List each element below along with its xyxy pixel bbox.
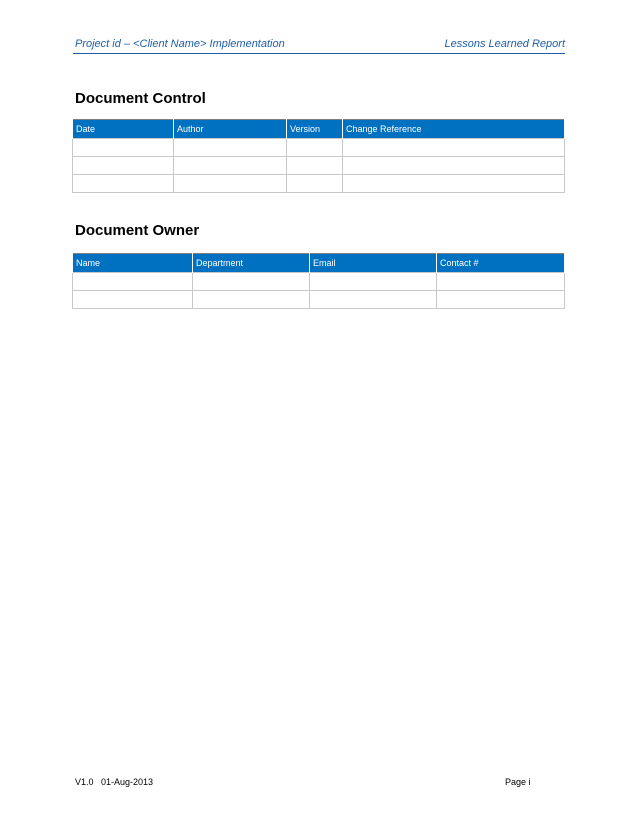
table-cell[interactable] (73, 139, 174, 157)
header-report-title: Lessons Learned Report (444, 38, 565, 50)
table-row (73, 273, 565, 291)
table-row (73, 175, 565, 193)
document-owner-table (72, 253, 565, 309)
table-cell[interactable] (437, 291, 565, 309)
document-owner-title: Document Owner (75, 222, 200, 239)
table-cell[interactable] (287, 139, 343, 157)
column-header-change-reference: Change Reference (343, 120, 565, 139)
table-cell[interactable] (343, 175, 565, 193)
footer-version: V1.0 (75, 777, 94, 787)
table-cell[interactable] (343, 157, 565, 175)
column-header-version: Version (287, 120, 343, 139)
table-cell[interactable] (73, 273, 193, 291)
table-cell[interactable] (174, 157, 287, 175)
table-cell[interactable] (310, 291, 437, 309)
table-header-row (73, 254, 565, 273)
table-header-row (73, 120, 565, 139)
table-cell[interactable] (343, 139, 565, 157)
table-cell[interactable] (174, 139, 287, 157)
table-cell[interactable] (73, 157, 174, 175)
document-control-title: Document Control (75, 90, 206, 107)
column-header-author: Author (174, 120, 287, 139)
column-header-date: Date (73, 120, 174, 139)
footer-date: 01-Aug-2013 (101, 777, 154, 787)
column-header-name: Name (73, 254, 193, 273)
header-project-title: Project id – <Client Name> Implementation (75, 38, 285, 50)
table-cell[interactable] (174, 175, 287, 193)
page-header (73, 36, 565, 54)
table-cell[interactable] (310, 273, 437, 291)
table-cell[interactable] (73, 291, 193, 309)
table-cell[interactable] (287, 175, 343, 193)
document-control-table (72, 119, 565, 193)
table-cell[interactable] (193, 291, 310, 309)
column-header-email: Email (310, 254, 437, 273)
column-header-contact: Contact # (437, 254, 565, 273)
column-header-department: Department (193, 254, 310, 273)
table-row (73, 139, 565, 157)
table-row (73, 291, 565, 309)
table-cell[interactable] (193, 273, 310, 291)
table-cell[interactable] (287, 157, 343, 175)
table-cell[interactable] (73, 175, 174, 193)
table-cell[interactable] (437, 273, 565, 291)
table-row (73, 157, 565, 175)
footer-page-number: Page i (505, 777, 531, 787)
